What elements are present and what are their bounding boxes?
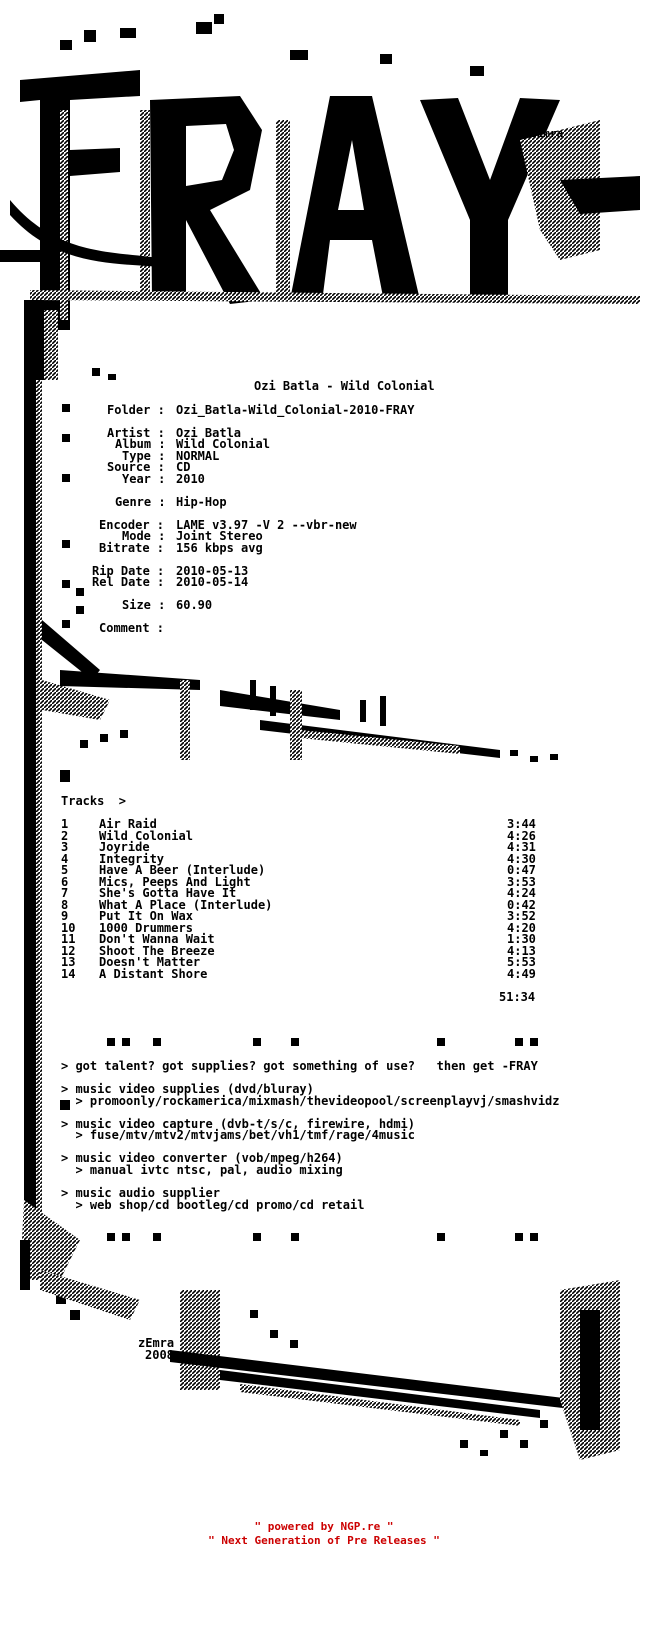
- tracks-header: Tracks >: [61, 794, 127, 808]
- track-number: 10: [61, 921, 76, 935]
- track-number: 3: [61, 840, 69, 854]
- bitrate-label: Bitrate :: [99, 541, 165, 555]
- track-time: 3:52: [507, 909, 536, 923]
- mode-value: Joint Stereo: [176, 529, 263, 543]
- encoder-value: LAME v3.97 -V 2 --vbr-new: [176, 518, 357, 532]
- reldate-value: 2010-05-14: [176, 575, 249, 589]
- separator-dot: [122, 1233, 130, 1241]
- separator-dot: [253, 1038, 261, 1046]
- signature-year: 2008: [145, 1348, 174, 1362]
- bottom-art: [20, 1250, 640, 1470]
- track-time: 3:44: [507, 817, 536, 831]
- year-label: Year :: [122, 472, 166, 486]
- total-time: 51:34: [499, 990, 536, 1004]
- track-time: 4:20: [507, 921, 536, 935]
- track-title: Don't Wanna Wait: [99, 932, 215, 946]
- separator-dot: [530, 1233, 538, 1241]
- separator-dot: [291, 1038, 299, 1046]
- track-number: 2: [61, 829, 69, 843]
- separator-dot: [122, 1038, 130, 1046]
- track-time: 0:47: [507, 863, 536, 877]
- separator-dot: [107, 1038, 115, 1046]
- separator-dot: [107, 1233, 115, 1241]
- type-label: Type :: [122, 449, 166, 463]
- track-number: 6: [61, 875, 69, 889]
- track-title: Have A Beer (Interlude): [99, 863, 266, 877]
- separator-dot: [437, 1038, 445, 1046]
- track-number: 13: [61, 955, 76, 969]
- track-time: 4:24: [507, 886, 536, 900]
- artist-tag: zEmra: [530, 127, 564, 140]
- track-number: 12: [61, 944, 76, 958]
- separator-dot: [153, 1038, 161, 1046]
- encoder-label: Encoder :: [99, 518, 165, 532]
- signature-name: zEmra: [138, 1336, 175, 1350]
- type-value: NORMAL: [176, 449, 220, 463]
- separator-dot: [437, 1233, 445, 1241]
- separator-dot: [530, 1038, 538, 1046]
- track-title: 1000 Drummers: [99, 921, 193, 935]
- track-time: 5:53: [507, 955, 536, 969]
- ad-subline: > web shop/cd bootleg/cd promo/cd retail: [61, 1198, 365, 1212]
- ripdate-value: 2010-05-13: [176, 564, 249, 578]
- bitrate-value: 156 kbps avg: [176, 541, 263, 555]
- track-number: 1: [61, 817, 69, 831]
- size-value: 60.90: [176, 598, 213, 612]
- separator-dot: [253, 1233, 261, 1241]
- track-time: 4:13: [507, 944, 536, 958]
- ad-subline: > promoonly/rockamerica/mixmash/thevideopool/screenplayvj/smashvidz: [61, 1094, 560, 1108]
- ad-line: > got talent? got supplies? got something of use? then get -FRAY: [61, 1059, 538, 1073]
- release-title: Ozi Batla - Wild Colonial: [254, 379, 435, 393]
- separator-dot: [515, 1233, 523, 1241]
- footer-powered-by: " powered by NGP.re ": [254, 1520, 394, 1533]
- track-time: 3:53: [507, 875, 536, 889]
- separator-dot: [291, 1233, 299, 1241]
- album-value: Wild Colonial: [176, 437, 270, 451]
- track-number: 4: [61, 852, 69, 866]
- footer-tagline: " Next Generation of Pre Releases ": [208, 1534, 440, 1547]
- artist-value: Ozi Batla: [176, 426, 242, 440]
- track-number: 9: [61, 909, 69, 923]
- folder-label: Folder :: [107, 403, 165, 417]
- track-title: What A Place (Interlude): [99, 898, 273, 912]
- artist-label: Artist :: [107, 426, 165, 440]
- track-time: 4:49: [507, 967, 536, 981]
- ripdate-label: Rip Date :: [92, 564, 165, 578]
- size-label: Size :: [122, 598, 166, 612]
- ad-line: > music audio supplier: [61, 1186, 220, 1200]
- track-number: 7: [61, 886, 69, 900]
- track-number: 5: [61, 863, 69, 877]
- ad-line: > music video capture (dvb-t/s/c, firewire, hdmi): [61, 1117, 416, 1131]
- year-value: 2010: [176, 472, 205, 486]
- divider-art: [40, 650, 600, 770]
- track-time: 4:30: [507, 852, 536, 866]
- track-time: 4:26: [507, 829, 536, 843]
- folder-value: Ozi_Batla-Wild_Colonial-2010-FRAY: [176, 403, 415, 417]
- ad-subline: > manual ivtc ntsc, pal, audio mixing: [61, 1163, 343, 1177]
- track-title: Doesn't Matter: [99, 955, 201, 969]
- track-time: 1:30: [507, 932, 536, 946]
- ad-line: > music video supplies (dvd/bluray): [61, 1082, 314, 1096]
- track-number: 14: [61, 967, 76, 981]
- track-title: Air Raid: [99, 817, 157, 831]
- track-time: 4:31: [507, 840, 536, 854]
- track-time: 0:42: [507, 898, 536, 912]
- source-label: Source :: [107, 460, 165, 474]
- track-title: Integrity: [99, 852, 165, 866]
- track-title: Put It On Wax: [99, 909, 193, 923]
- genre-label: Genre :: [115, 495, 166, 509]
- track-title: She's Gotta Have It: [99, 886, 237, 900]
- fray-logo-art: [0, 0, 648, 380]
- track-title: Wild Colonial: [99, 829, 193, 843]
- track-title: A Distant Shore: [99, 967, 208, 981]
- comment-label: Comment :: [99, 621, 165, 635]
- album-label: Album :: [115, 437, 166, 451]
- separator-dot: [515, 1038, 523, 1046]
- source-value: CD: [176, 460, 191, 474]
- ad-line: > music video converter (vob/mpeg/h264): [61, 1151, 343, 1165]
- mode-label: Mode :: [122, 529, 166, 543]
- track-number: 8: [61, 898, 69, 912]
- separator-dot: [153, 1233, 161, 1241]
- track-title: Mics, Peeps And Light: [99, 875, 251, 889]
- genre-value: Hip-Hop: [176, 495, 227, 509]
- track-number: 11: [61, 932, 76, 946]
- track-title: Joyride: [99, 840, 150, 854]
- reldate-label: Rel Date :: [92, 575, 165, 589]
- track-title: Shoot The Breeze: [99, 944, 215, 958]
- ad-subline: > fuse/mtv/mtv2/mtvjams/bet/vh1/tmf/rage/4music: [61, 1128, 416, 1142]
